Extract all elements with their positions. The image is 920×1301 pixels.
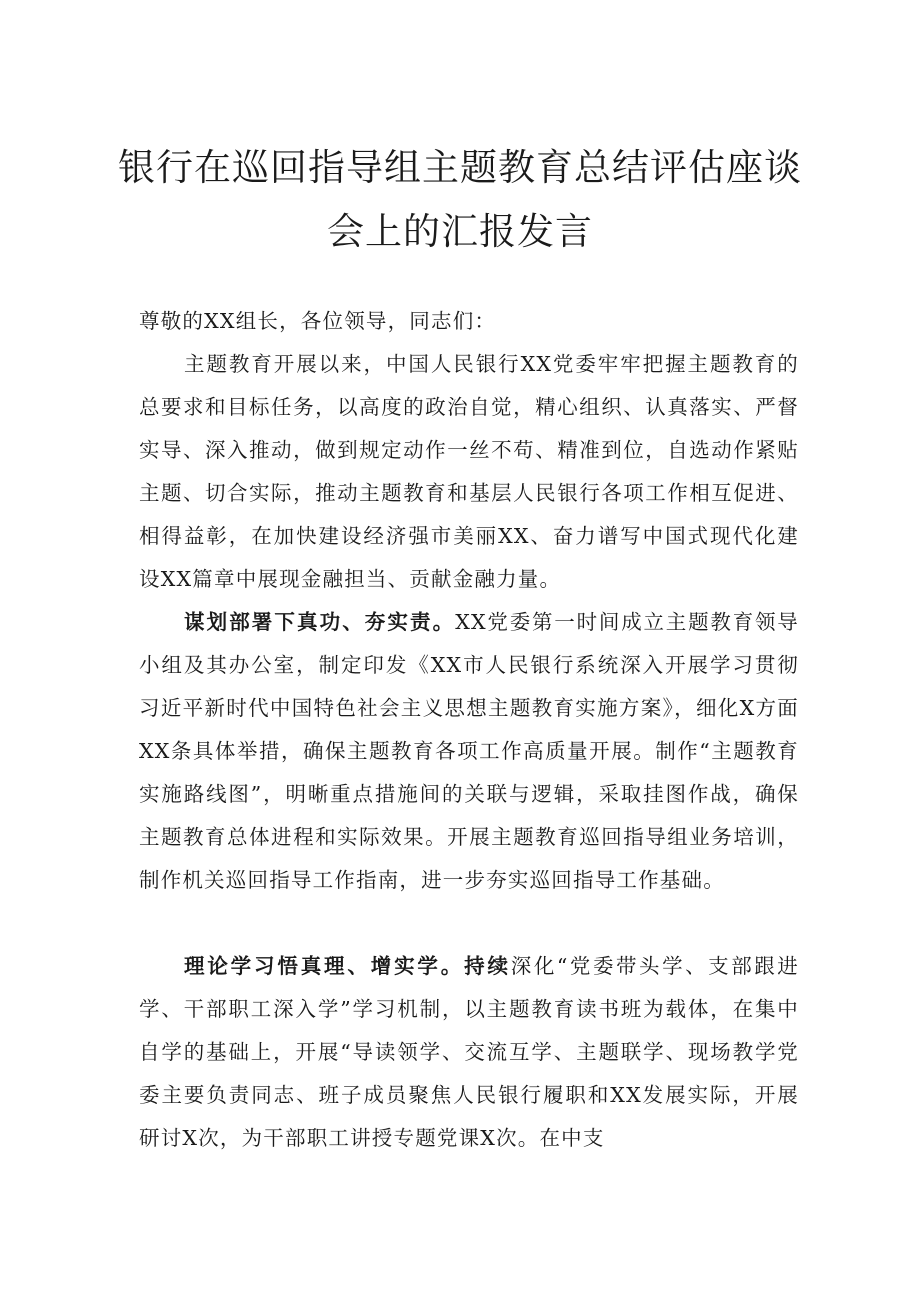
paragraph-planning: [139, 601, 799, 902]
salutation: 尊敬的XX组长，各位领导，同志们：: [139, 309, 497, 333]
paragraph-planning-lead: 谋划部署下真功、夯实责。: [184, 610, 456, 634]
paragraph-intro: 主题教育开展以来，中国人民银行XX党委牢牢把握主题教育的总要求和目标任务，以高度的政治自觉，精心组织、认真落实、严督实导、深入推动，做到规定动作一丝不苟、精准到位，自选动作紧贴主题、切合实际，推动主题教育和基层人民银行各项工作相互促进、相得益彰，在加快建设经济强市美丽XX、奋力谱写中国式现代化建设XX篇章中展现金融担当、贡献金融力量。: [139, 352, 799, 591]
document-title-line-1: 银行在巡回指导组主题教育总结评估座谈: [118, 146, 802, 189]
document-title-line-2: 会上的汇报发言: [327, 210, 593, 253]
paragraph-theory-study: [139, 945, 799, 1160]
paragraph-theory-study-lead: 理论学习悟真理、增实学。持续: [184, 954, 511, 978]
paragraph-theory-study-body: 深化“党委带头学、支部跟进学、干部职工深入学”学习机制，以主题教育读书班为载体，在集中自学的基础上，开展“导读领学、交流互学、主题联学、现场教学党委主要负责同志、班子成员聚焦人民银行履职和XX发展实际，开展研讨X次，为干部职工讲授专题党课X次。在中支: [139, 954, 799, 1150]
paragraph-planning-body: XX党委第一时间成立主题教育领导小组及其办公室，制定印发《XX市人民银行系统深入开展学习贯彻习近平新时代中国特色社会主义思想主题教育实施方案》，细化X方面XX条具体举措，确保主题教育各项工作高质量开展。制作“主题教育实施路线图”，明晰重点措施间的关联与逻辑，采取挂图作战，确保主题教育总体进程和实际效果。开展主题教育巡回指导组业务培训，制作机关巡回指导工作指南，进一步夯实巡回指导工作基础。: [139, 610, 800, 892]
